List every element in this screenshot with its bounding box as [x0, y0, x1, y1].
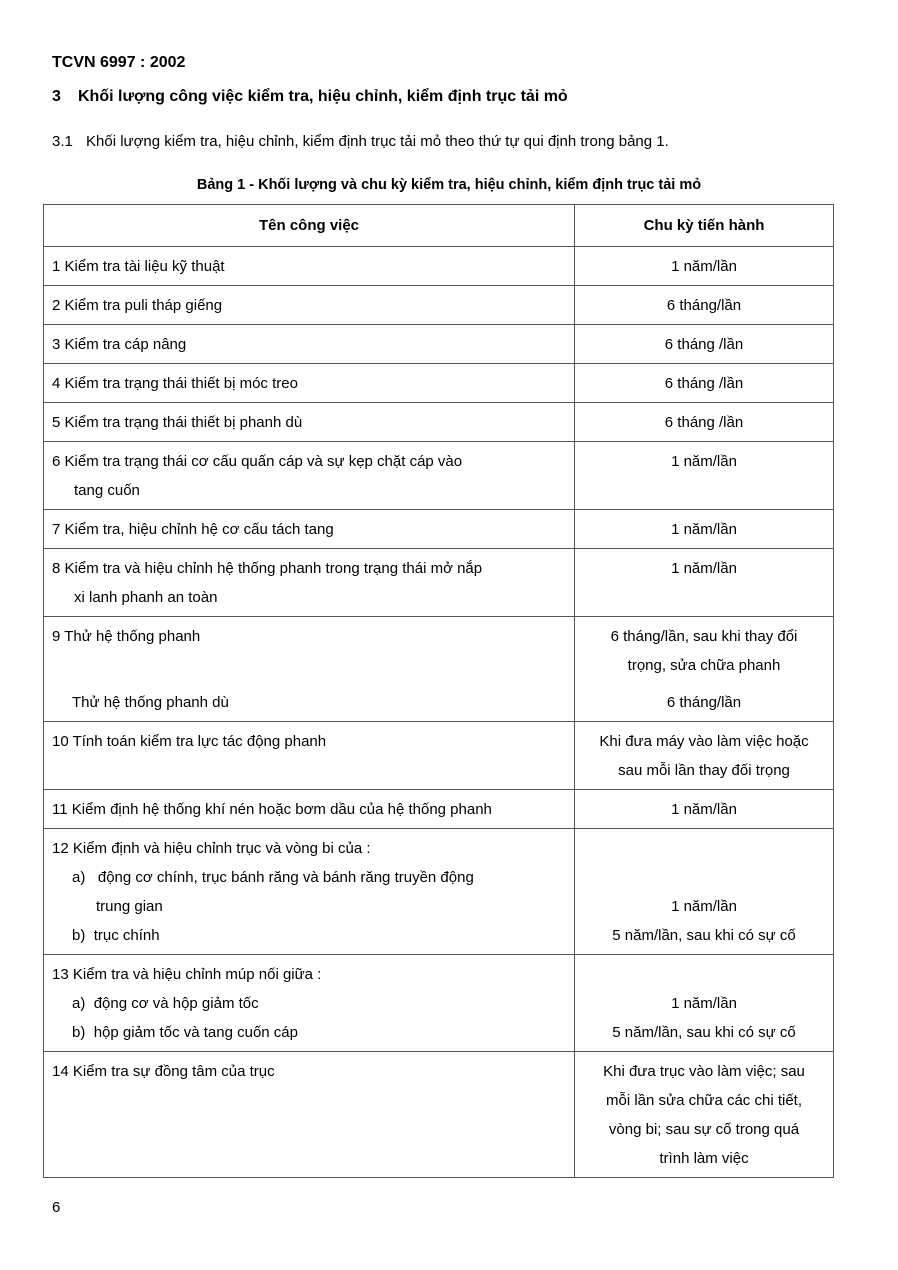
- period-cell: [575, 325, 834, 364]
- task-text: 8 Kiểm tra và hiệu chỉnh hệ thống phanh trong trạng thái mở nắp: [52, 560, 483, 577]
- table-row: [44, 829, 834, 955]
- period-cell: [575, 403, 834, 442]
- header-task: Tên công việc: [44, 205, 575, 247]
- task-cell: [44, 549, 575, 617]
- task-text: 11 Kiểm định hệ thống khí nén hoặc bơm dầu của hệ thống phanh: [52, 801, 492, 818]
- period-cell: [575, 790, 834, 829]
- period-text: 6 tháng /lần: [664, 375, 744, 392]
- period-text: trình làm việc: [659, 1150, 749, 1167]
- period-cell: [575, 722, 834, 790]
- period-text: mỗi lần sửa chữa các chi tiết,: [606, 1092, 802, 1109]
- standard-id: TCVN 6997 : 2002: [52, 54, 186, 71]
- table-row: [44, 286, 834, 325]
- period-text: 1 năm/lần: [671, 801, 737, 818]
- period-text: 1 năm/lần: [671, 898, 737, 915]
- period-text: Khi đưa trục vào làm việc; sau: [603, 1063, 805, 1080]
- table-row: [44, 790, 834, 829]
- task-text: 12 Kiểm định và hiệu chỉnh trục và vòng bi của :: [52, 840, 371, 857]
- period-cell: [575, 247, 834, 286]
- table-row: [44, 617, 834, 722]
- sub-item-text: động cơ và hộp giảm tốc: [93, 995, 259, 1012]
- period-text: Khi đưa máy vào làm việc hoặc: [599, 733, 809, 750]
- period-text: 6 tháng /lần: [664, 414, 744, 431]
- sub-item-text: hộp giảm tốc và tang cuốn cáp: [93, 1024, 298, 1041]
- period-text-extra: 6 tháng/lần: [666, 694, 742, 711]
- period-text: 1 năm/lần: [671, 560, 737, 577]
- table-row: [44, 247, 834, 286]
- period-cell: [575, 549, 834, 617]
- task-cell: [44, 442, 575, 510]
- section-number: 3: [52, 88, 61, 105]
- sub-item-label: a): [72, 869, 86, 886]
- page-number: 6: [52, 1199, 61, 1216]
- paragraph-text: Khối lượng kiểm tra, hiệu chỉnh, kiểm định trục tải mỏ theo thứ tự qui định trong bảng 1.: [86, 133, 669, 150]
- period-text: 1 năm/lần: [671, 521, 737, 538]
- sub-item-label: b): [72, 927, 86, 944]
- period-cell: [575, 617, 834, 722]
- task-cell: [44, 722, 575, 790]
- paragraph-3-1: [52, 133, 669, 150]
- period-text: 1 năm/lần: [671, 453, 737, 470]
- period-cell: [575, 1052, 834, 1178]
- task-cell: [44, 325, 575, 364]
- task-text: 5 Kiểm tra trạng thái thiết bị phanh dù: [52, 414, 303, 431]
- period-text: 6 tháng /lần: [664, 336, 744, 353]
- period-cell: [575, 286, 834, 325]
- task-text-cont: tang cuốn: [74, 482, 140, 499]
- table-caption: Bảng 1 - Khối lượng và chu kỳ kiểm tra, hiệu chỉnh, kiểm định trục tải mỏ: [196, 177, 702, 193]
- task-cell: [44, 829, 575, 955]
- task-cell: [44, 364, 575, 403]
- task-text: 14 Kiểm tra sự đồng tâm của trục: [52, 1063, 275, 1080]
- sub-item-a: [52, 989, 566, 1018]
- task-text-cont: xi lanh phanh an toàn: [74, 589, 218, 606]
- task-text: 4 Kiểm tra trạng thái thiết bị móc treo: [52, 375, 298, 392]
- sub-item-b: [52, 921, 566, 950]
- table-row: [44, 510, 834, 549]
- task-text: 1 Kiểm tra tài liệu kỹ thuật: [52, 258, 225, 275]
- sub-item-b: [52, 1018, 566, 1047]
- period-text: 1 năm/lần: [671, 995, 737, 1012]
- period-text: 5 năm/lần, sau khi có sự cố: [612, 927, 796, 944]
- task-cell: [44, 1052, 575, 1178]
- period-cell: [575, 364, 834, 403]
- table-row: [44, 1052, 834, 1178]
- task-cell: [44, 247, 575, 286]
- task-cell: [44, 617, 575, 722]
- task-text-extra: Thử hệ thống phanh dù: [72, 694, 229, 711]
- sub-item-label: a): [72, 995, 86, 1012]
- sub-item-text: động cơ chính, trục bánh răng và bánh răng truyền động: [97, 869, 474, 886]
- period-cell: [575, 442, 834, 510]
- task-text: 9 Thử hệ thống phanh: [52, 628, 201, 645]
- table-row: [44, 549, 834, 617]
- table-row: [44, 325, 834, 364]
- period-text-cont: trọng, sửa chữa phanh: [627, 657, 781, 674]
- period-text: 6 tháng/lần: [666, 297, 742, 314]
- sub-item-label: b): [72, 1024, 86, 1041]
- sub-item-text: trục chính: [93, 927, 160, 944]
- table-header-row: [44, 205, 834, 247]
- section-heading: [52, 88, 568, 106]
- task-cell: [44, 790, 575, 829]
- period-text: 5 năm/lần, sau khi có sự cố: [612, 1024, 796, 1041]
- period-text: 6 tháng/lần, sau khi thay đổi: [610, 628, 798, 645]
- period-cell: [575, 510, 834, 549]
- table-row: [44, 403, 834, 442]
- task-text: 6 Kiểm tra trạng thái cơ cấu quấn cáp và sự kẹp chặt cáp vào: [52, 453, 463, 470]
- task-cell: [44, 955, 575, 1052]
- table-row: [44, 722, 834, 790]
- inspection-table: [43, 204, 834, 1178]
- period-text-cont: sau mỗi lần thay đối trọng: [618, 762, 790, 779]
- period-text: vòng bi; sau sự cố trong quá: [608, 1121, 800, 1138]
- task-cell: [44, 403, 575, 442]
- period-cell: [575, 829, 834, 955]
- sub-item-text-cont: trung gian: [96, 898, 163, 915]
- task-text: 3 Kiểm tra cáp nâng: [52, 336, 187, 353]
- task-text: 10 Tính toán kiểm tra lực tác động phanh: [52, 733, 327, 750]
- task-cell: [44, 510, 575, 549]
- period-text: 1 năm/lần: [671, 258, 737, 275]
- section-title: Khối lượng công việc kiểm tra, hiệu chỉnh, kiểm định trục tải mỏ: [78, 88, 568, 105]
- table-row: [44, 364, 834, 403]
- task-text: 7 Kiểm tra, hiệu chỉnh hệ cơ cấu tách tang: [52, 521, 334, 538]
- table-row: [44, 442, 834, 510]
- task-cell: [44, 286, 575, 325]
- header-period: Chu kỳ tiến hành: [575, 205, 834, 247]
- task-text: 13 Kiểm tra và hiệu chỉnh múp nối giữa :: [52, 966, 322, 983]
- task-text: 2 Kiểm tra puli tháp giếng: [52, 297, 223, 314]
- sub-item-a: [52, 863, 566, 892]
- period-cell: [575, 955, 834, 1052]
- paragraph-number: 3.1: [52, 133, 73, 150]
- table-row: [44, 955, 834, 1052]
